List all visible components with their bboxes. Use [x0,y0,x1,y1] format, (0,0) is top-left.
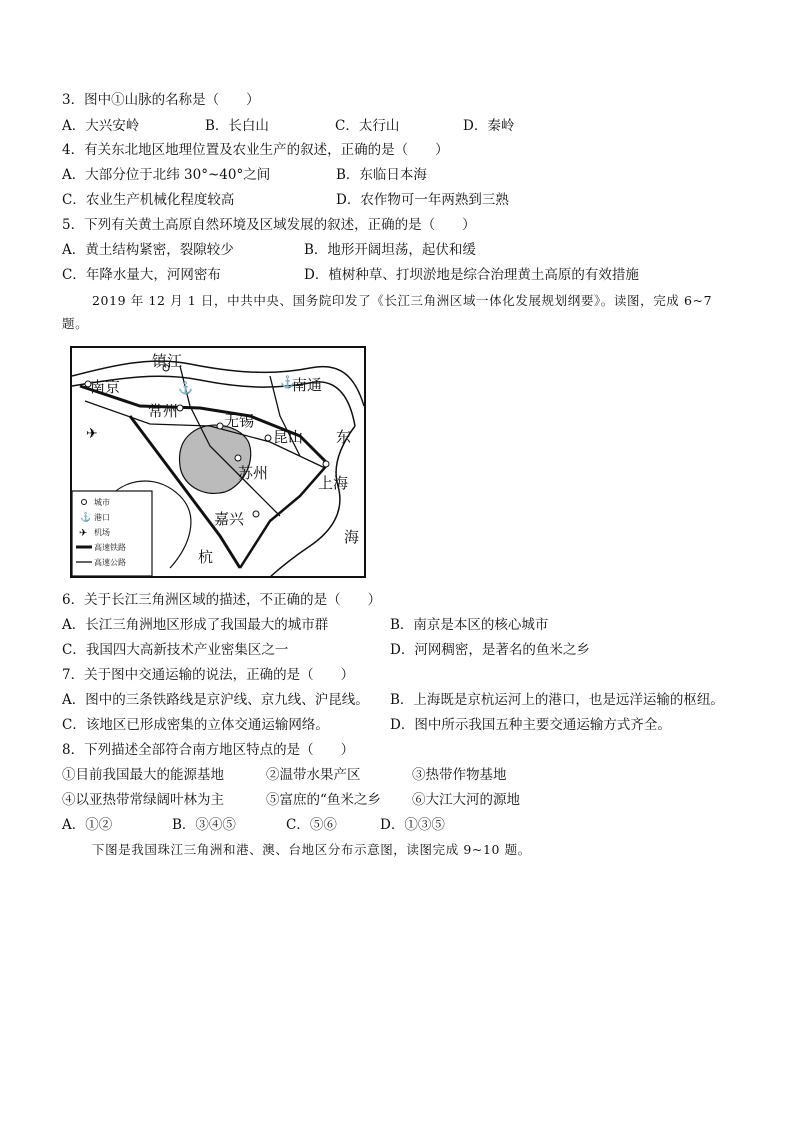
q3-option-b: B．长白山 [205,118,269,134]
q6-option-b: B．南京是本区的核心城市 [390,617,549,633]
q7-option-c: C．该地区已形成密集的立体交通运输网络。 [62,717,329,733]
city-label: 昆山 [273,428,304,446]
airport-icon: ✈ [86,426,98,442]
q6-stem: 6．关于长江三角洲区域的描述，不正确的是（ ） [62,592,382,608]
port-icon: ⚓ [280,375,295,389]
q3-stem: 3．图中①山脉的名称是（ ） [62,92,260,108]
city-label: 无锡 [224,412,255,430]
q8-option-d: D．①③⑤ [380,817,445,833]
q3-option-a: A．大兴安岭 [62,118,140,134]
intro-6-7-line1: 2019 年 12 月 1 日，中共中央、国务院印发了《长江三角洲区域一体化发展规划纲要》。读图，完成 6~7 [92,293,713,308]
legend-airport: 机场 [94,528,110,537]
city-label: 东 [336,428,352,446]
q5-option-a: A．黄土结构紧密，裂隙较少 [62,242,234,258]
q5-option-d: D．植树种草、打坝淤地是综合治理黄土高原的有效措施 [304,267,639,283]
q5-stem: 5．下列有关黄土高原自然环境及区域发展的叙述，正确的是（ ） [62,217,476,233]
q6-option-a: A．长江三角洲地区形成了我国最大的城市群 [62,617,329,633]
airport-icon: ✈ [79,528,88,539]
legend-highway: 高速公路 [94,558,126,567]
city-label: 上海 [318,474,349,492]
q4-option-d: D．农作物可一年两熟到三熟 [336,192,509,208]
city-label: 杭 [198,548,214,566]
q6-option-c: C．我国四大高新技术产业密集区之一 [62,642,289,658]
city-label: 常州 [148,402,179,420]
q8-item-4: ④以亚热带常绿阔叶林为主 [62,792,224,808]
q8-option-b: B．③④⑤ [172,817,236,833]
q4-stem: 4．有关东北地区地理位置及农业生产的叙述，正确的是（ ） [62,142,449,158]
q8-item-3: ③热带作物基地 [412,767,507,783]
city-label: 海 [344,528,360,546]
q8-item-1: ①目前我国最大的能源基地 [62,767,224,783]
q3-option-c: C．太行山 [335,118,400,134]
q4-option-a: A．大部分位于北纬 30°~40°之间 [62,167,271,183]
q6-option-d: D．河网稠密，是著名的鱼米之乡 [390,642,590,658]
port-icon: ⚓ [178,381,193,395]
intro-6-7-line2: 题。 [62,316,89,331]
q8-option-a: A．①② [62,817,113,833]
q8-item-2: ②温带水果产区 [266,767,361,783]
city-label: 镇江 [152,352,183,370]
q5-option-c: C．年降水量大，河网密布 [62,267,221,283]
q7-stem: 7．关于图中交通运输的说法，正确的是（ ） [62,667,355,683]
q8-stem: 8．下列描述全部符合南方地区特点的是（ ） [62,742,355,758]
q8-item-6: ⑥大江大河的源地 [412,792,520,808]
q7-option-b: B．上海既是京杭运河上的港口，也是远洋运输的枢纽。 [390,692,724,708]
yangtze-delta-map [70,346,366,578]
city-label: 嘉兴 [214,510,245,528]
q4-option-b: B．东临日本海 [336,167,427,183]
q4-option-c: C．农业生产机械化程度较高 [62,192,235,208]
city-label: 苏州 [238,464,269,482]
port-icon: ⚓ [80,513,92,523]
q5-option-b: B．地形开阔坦荡，起伏和缓 [304,242,476,258]
legend-port: 港口 [94,513,110,522]
legend-city: 城市 [94,498,110,507]
q7-option-a: A．图中的三条铁路线是京沪线、京九线、沪昆线。 [62,692,369,708]
city-label: 南通 [292,376,323,394]
q8-item-5: ⑤富庶的“鱼米之乡 [266,792,381,808]
q8-option-c: C．⑤⑥ [286,817,337,833]
city-label: 南京 [90,378,121,396]
intro-9-10: 下图是我国珠江三角洲和港、澳、台地区分布示意图，读图完成 9~10 题。 [92,842,531,857]
q3-option-d: D．秦岭 [463,118,515,134]
q7-option-d: D．图中所示我国五种主要交通运输方式齐全。 [390,717,671,733]
legend-railway: 高速铁路 [94,543,126,552]
